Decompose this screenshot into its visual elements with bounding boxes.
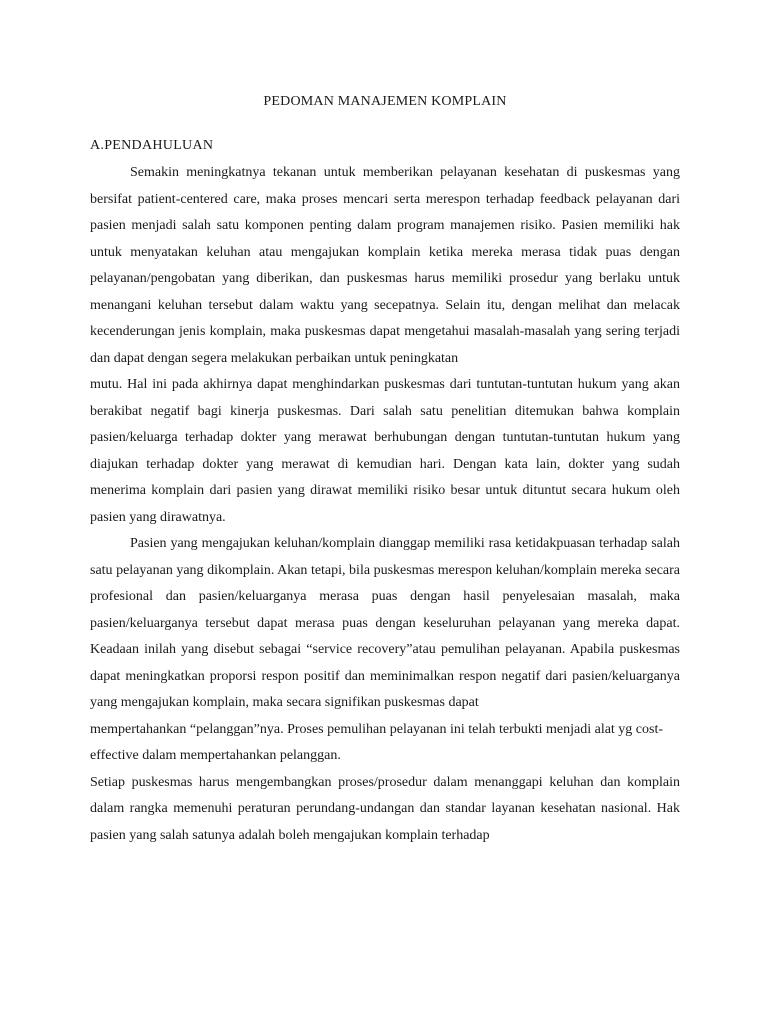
- paragraph-quality: mutu. Hal ini pada akhirnya dapat menghindarkan puskesmas dari tuntutan-tuntutan hukum yang akan berakibat negatif bagi kinerja puskesmas. Dari salah satu penelitian ditemukan bahwa komplain pasien/keluarga terhadap dokter yang merawat berhubungan dengan tuntutan-tuntutan hukum yang diajukan terhadap dokter yang merawat di kemudian hari. Dengan kata lain, dokter yang sudah menerima komplain dari pasien yang dirawat memiliki risiko besar untuk dituntut secara hukum oleh pasien yang dirawatnya.: [90, 377, 680, 525]
- paragraph-service-recovery: Pasien yang mengajukan keluhan/komplain dianggap memiliki rasa ketidakpuasan terhadap salah satu pelayanan yang dikomplain. Akan tetapi, bila puskesmas merespon keluhan/komplain mereka secara profesional dan pasien/keluarganya merasa puas dengan hasil penyelesaian masalah, maka pasien/keluarganya tersebut dapat merasa puas dengan keseluruhan pelayanan yang mereka dapat. Keadaan inilah yang disebut sebagai “service recovery”atau pemulihan pelayanan. Apabila puskesmas dapat meningkatkan proporsi respon positif dan meminimalkan respon negatif dari pasien/keluarganya yang mengajukan komplain, maka secara signifikan puskesmas dapat: [90, 536, 680, 710]
- paragraph-intro: Semakin meningkatnya tekanan untuk memberikan pelayanan kesehatan di puskesmas yang bersifat patient-centered care, maka proses mencari serta merespon terhadap feedback pelayanan dari pasien menjadi salah satu komponen penting dalam program manajemen risiko. Pasien memiliki hak untuk menyatakan keluhan atau mengajukan komplain ketika mereka merasa tidak puas dengan pelayanan/pengobatan yang diberikan, dan puskesmas harus memiliki prosedur yang berlaku untuk menangani keluhan tersebut dalam waktu yang secepatnya. Selain itu, dengan melihat dan melacak kecenderungan jenis komplain, maka puskesmas dapat mengetahui masalah-masalah yang sering terjadi dan dapat dengan segera melakukan perbaikan untuk peningkatan: [90, 165, 680, 366]
- paragraph-customers: mempertahankan “pelanggan”nya. Proses pemulihan pelayanan ini telah terbukti menjadi alat yg cost-effective dalam mempertahankan pelanggan.: [90, 721, 664, 763]
- document-page: [90, 0, 680, 1024]
- document-title: PEDOMAN MANAJEMEN KOMPLAIN: [263, 94, 507, 109]
- section-heading: A.PENDAHULUAN: [90, 138, 214, 153]
- paragraph-procedure: Setiap puskesmas harus mengembangkan proses/prosedur dalam menanggapi keluhan dan komplain dalam rangka memenuhi peraturan perundang-undangan dan standar layanan kesehatan nasional. Hak pasien yang salah satunya adalah boleh mengajukan komplain terhadap: [90, 774, 680, 843]
- document-body: [90, 160, 680, 849]
